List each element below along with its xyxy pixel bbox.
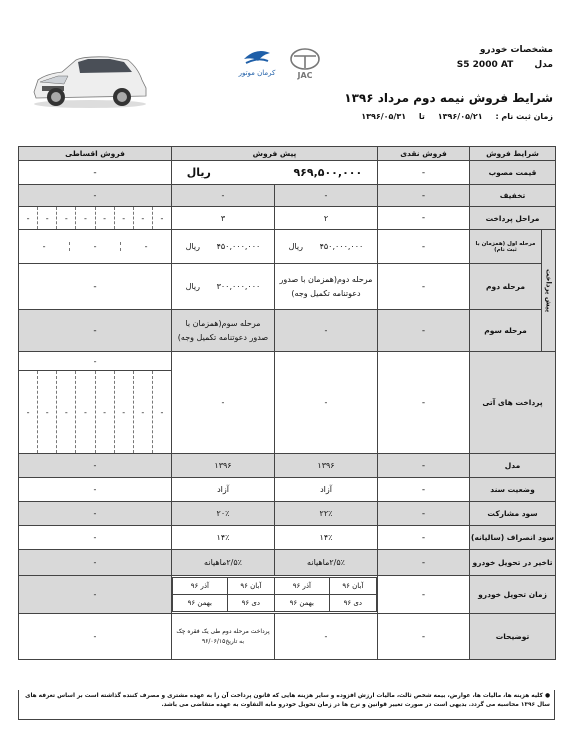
table-row: وضعیت سند - آزاد آزاد - bbox=[19, 478, 556, 502]
table-row: تاخیر در تحویل خودرو - ۲/۵٪ماهیانه ۲/۵٪ماهیانه - bbox=[19, 550, 556, 576]
sales-conditions-table bbox=[18, 146, 556, 660]
document-header bbox=[0, 0, 577, 140]
table-row: قیمت مصوب - ۹۶۹,۵۰۰,۰۰۰ ریال - bbox=[19, 161, 556, 185]
table-row: مرحله سوم - - مرحله سوم(همزمان با صدور دعوتنامه تکمیل وجه) - bbox=[19, 310, 556, 352]
kerman-motor-logo bbox=[234, 45, 280, 81]
col-installment: فروش اقساطی bbox=[19, 147, 172, 161]
reg-to: ۱۳۹۶/۰۵/۳۱ bbox=[361, 112, 407, 121]
table-row: مدل - ۱۳۹۶ ۱۳۹۶ - bbox=[19, 454, 556, 478]
registration-period bbox=[351, 112, 553, 121]
prepayment-side-label: پیش پرداخت bbox=[542, 230, 556, 352]
col-conditions: شرایط فروش bbox=[470, 147, 556, 161]
installment-stages-split: - - - - - - - - bbox=[19, 207, 172, 230]
price-value: ۹۶۹,۵۰۰,۰۰۰ ریال bbox=[172, 161, 378, 185]
car-image bbox=[28, 52, 150, 110]
table-row: پیش پرداخت مرحله اول (همزمان با ثبت نام) - ۴۵۰,۰۰۰,۰۰۰ ریال ۴۵۰,۰۰۰,۰۰۰ ریال - - - bbox=[19, 230, 556, 264]
table-row: پرداخت های آتی - - - - - - - - - - - - bbox=[19, 352, 556, 454]
reg-to-word: تا bbox=[418, 112, 425, 121]
table-row: مرحله دوم - مرحله دوم(همزمان با صدور دعوتنامه تکمیل وجه) ۳۰۰,۰۰۰,۰۰۰ ریال - bbox=[19, 264, 556, 310]
table-header-row bbox=[19, 147, 556, 161]
reg-label: زمان ثبت نام : bbox=[495, 112, 553, 121]
page-title: شرایط فروش نیمه دوم مرداد ۱۳۹۶ bbox=[344, 91, 553, 105]
model-label: مدل bbox=[534, 60, 553, 70]
model-row bbox=[457, 60, 553, 70]
table-row: تخفیف - - - - bbox=[19, 185, 556, 207]
svg-text:JAC: JAC bbox=[297, 71, 313, 80]
svg-text:کرمان موتور: کرمان موتور bbox=[238, 69, 276, 77]
reg-from: ۱۳۹۶/۰۵/۲۱ bbox=[437, 112, 483, 121]
footnote: ● کلیه هزینه ها، مالیات ها، عوارض، بیمه شخص ثالث، مالیات ارزش افزوده و سایر هزینه هایی که قانون پرداخت آن را به عهده مشتری و مصرف کننده گذاشته است بر اساس تعرفه های سال ۱۳۹۶ محاسبه می گردد. بدیهی است در صورت تغییر قوانین و نرخ ها در زمان تحویل خودرو مابه التفاوت به عهده متقاضی می باشد. bbox=[18, 690, 555, 720]
col-presale: پیش فروش bbox=[172, 147, 378, 161]
table-row: سود مشارکت - ۲۲٪ ۲۰٪ - bbox=[19, 502, 556, 526]
spec-title: مشخصات خودرو bbox=[479, 45, 553, 55]
jac-logo bbox=[284, 46, 326, 82]
col-cash: فروش نقدی bbox=[378, 147, 470, 161]
delivery-grid: آبان ۹۶ آذر ۹۶ آبان ۹۶ آذر ۹۶ دی ۹۶ بهمن ۹۶ دی ۹۶ بهمن ۹۶ bbox=[172, 576, 378, 614]
table-row: مراحل پرداخت - ۲ ۳ - - - - - - - - bbox=[19, 207, 556, 230]
table-row: زمان تحویل خودرو - آبان ۹۶ آذر ۹۶ آبان ۹۶ آذر ۹۶ دی ۹۶ بهمن ۹۶ دی ۹۶ بهمن ۹۶ - bbox=[19, 576, 556, 614]
table-row: سود انصراف (سالیانه) - ۱۴٪ ۱۴٪ - bbox=[19, 526, 556, 550]
model-value: S5 2000 AT bbox=[456, 60, 514, 70]
table-row: توضیحات - - پرداخت مرحله دوم طی یک فقره چک به تاریخ۹۶/۰۶/۱۵ - bbox=[19, 614, 556, 660]
